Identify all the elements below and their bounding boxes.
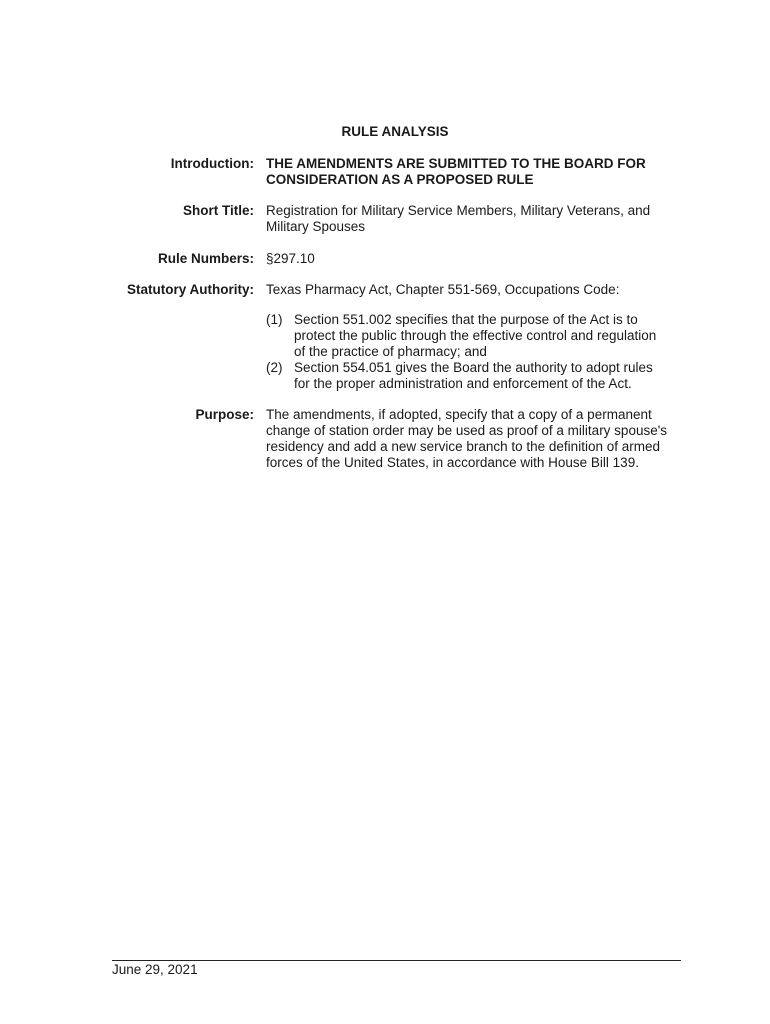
document-title: RULE ANALYSIS	[341, 124, 449, 139]
list-item-number: (1)	[266, 312, 283, 327]
purpose-label: Purpose:	[195, 407, 254, 422]
statutory-authority-list	[266, 312, 668, 392]
short-title-label: Short Title:	[182, 203, 254, 218]
introduction-label: Introduction:	[170, 156, 254, 171]
list-item-number: (2)	[266, 360, 283, 375]
list-item	[266, 312, 668, 360]
purpose-value: The amendments, if adopted, specify that a copy of a permanent change of station order may be used as proof of a military spouse's residency and add a new service branch to the definition of armed forces of the United States, in accordance with House Bill 139.	[266, 407, 668, 470]
statutory-authority-value: Texas Pharmacy Act, Chapter 551-569, Occupations Code:	[266, 282, 620, 297]
list-item	[266, 360, 668, 392]
footer-date: June 29, 2021	[112, 962, 198, 977]
introduction-value: THE AMENDMENTS ARE SUBMITTED TO THE BOARD FOR CONSIDERATION AS A PROPOSED RULE	[266, 156, 646, 187]
short-title-value: Registration for Military Service Members, Military Veterans, and Military Spouses	[266, 203, 651, 234]
rule-numbers-value: §297.10	[266, 251, 315, 266]
list-item-text: Section 554.051 gives the Board the authority to adopt rules for the proper administration and enforcement of the Act.	[294, 360, 653, 391]
list-item-text: Section 551.002 specifies that the purpose of the Act is to protect the public through the effective control and regulation of the practice of pharmacy; and	[294, 312, 657, 359]
statutory-authority-label: Statutory Authority:	[127, 282, 254, 297]
rule-numbers-label: Rule Numbers:	[157, 251, 254, 266]
footer-divider	[112, 960, 681, 961]
